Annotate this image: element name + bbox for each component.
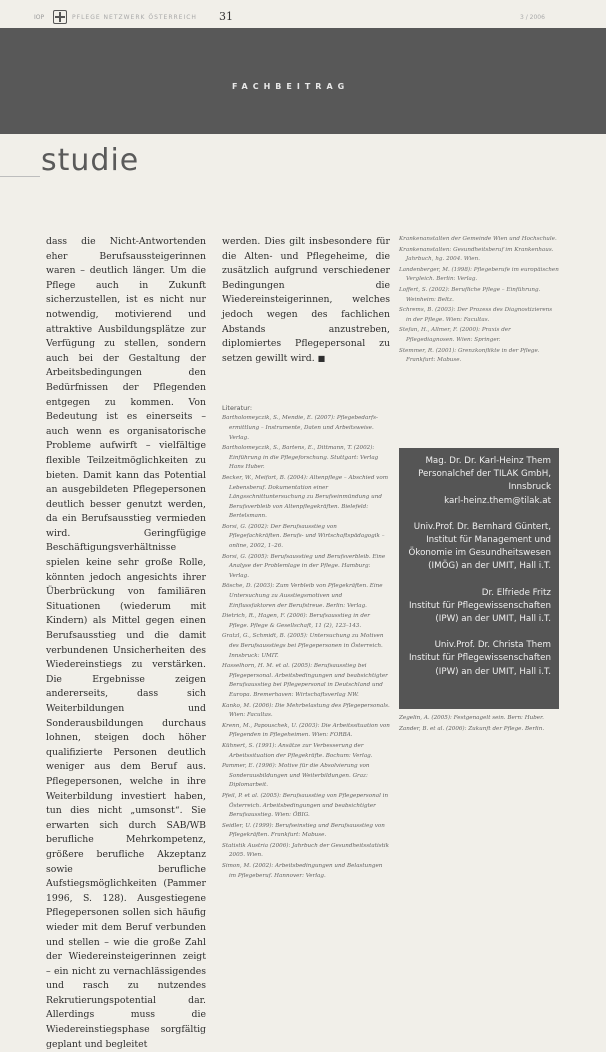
reference-item: Schrems, B. (2003): Der Prozess des Diagnostizierens in der Pflege. Wien: Facultas. [399,307,553,323]
author-block [405,587,551,627]
banner-label: FACHBEITRAG [232,82,350,91]
author-affiliation: (IPW) an der UMIT, Hall i.T. [435,666,551,677]
header-banner [0,28,606,134]
author-block [405,521,551,574]
author-email[interactable]: karl-heinz.them@tilak.at [444,495,551,506]
reference-item: Bartholomeyczik, S., Mendie, E. (2007): Pflegebedarfsermittlung – Instrumente, Daten und Arbeitsweise. Verlag. [222,415,378,441]
author-info-box [399,448,559,709]
author-affiliation: Institut für Pflegewissenschaften [408,600,551,611]
reference-item: Zander, B. et al. (2006): Zukunft der Pflege. Berlin. [399,725,545,732]
reference-list [399,714,559,734]
author-affiliation: Personalchef der TILAK GmbH, [418,469,551,480]
reference-item: Seidler, U. (1999): Berufseinstieg und Berufsausstieg von Pflegekräften. Frankfurt: Mabuse. [222,822,385,839]
reference-item: Pfeil, P. et al. (2005): Berufsausstieg von Pflegepersonal in Österreich. Arbeitsbedingungen und beabsichtigter Berufsausstieg. Wien: ÖBIG. [222,792,389,819]
column-3 [399,235,559,367]
reference-item: Stefan, H., Allmer, F. (2000): Praxis der Pflegediagnosen. Wien: Springer. [399,327,511,343]
reference-item: Krankenanstalten der Gemeinde Wien und Hochschule. [399,236,557,242]
reference-item: Stemmer, R. (2001): Grenzkonflikte in der Pflege. Frankfurt: Mabuse. [399,347,540,364]
issue-info: 3 / 2006 [520,14,545,21]
reference-item: Statistik Austria (2006): Jahrbuch der Gesundheitsstatistik 2005. Wien. [222,842,390,859]
author-affiliation: Ökonomie im Gesundheitswesen [408,548,551,559]
column-1 [46,235,206,1052]
reference-item: Becker, W., Meifort, B. (2004): Altenpflege – Abschied vom Lebensberuf. Dokumentation einer Längsschnittuntersuchung zu Berufseinmündung und Berufsverbleib von Altenpflegekräften. Bielefeld: Bertelsmann. [222,474,389,520]
header-prefix: IOP [34,14,45,21]
author-name: Mag. Dr. Dr. Karl-Heinz Them [425,456,551,466]
reference-item: Dietrich, R., Hagen, F. (2006): Berufsausstieg in der Pflege. Pflege & Gesellschaft, 11 (2), 123–143. [222,613,370,629]
reference-item: Kanko, M. (2006): Die Mehrbelastung des Pflegepersonals. Wien: Facultas. [222,702,390,719]
reference-item: Borsi, G. (2005): Berufsausstieg und Berufsverbleib. Eine Analyse der Problemlage in der Pflege. Hamburg: Verlag. [222,553,386,579]
reference-item: Landenberger, M. (1998): Pflegeberufe im europäischen Vergleich. Berlin: Verlag. [399,266,559,283]
body-paragraph-end [222,235,390,366]
reference-list [222,414,390,881]
body-paragraph: dass die Nicht-Antwortenden eher Berufsaussteigerinnen waren – deutlich länger. Um die Pflege auch in Zukunft sicherzustellen, ist es nicht nur notwendig, motivierend und attraktive Ausbildungsplätze zur Verfügung zu stellen, sondern auch bei der Gestaltung der Arbeitsbedingungen den Bedürfnissen der Pflegenden entgegen zu kommen. Von Bedeutung ist es einerseits – auch wenn es organisatorische Probleme aufwirft – vielfältige flexible Teilzeitmöglichkeiten zu bieten. Damit kann das Potential an ausgebildeten Pflegepersonen deutlich besser genutzt werden, da ein Berufsausstieg vermieden wird. Geringfügige Beschäftigungsverhältnisse spielen keine sehr große Rolle, könnten jedoch angesichts ihrer Überbrückung von familiären Situationen (wiederum mit Kindern) als Mittel gegen einen Berufsausstieg und die damit verbundenen Unsicherheiten des Wiedereinstiegs zu verstärken. Die Ergebnisse zeigen andererseits, dass sich Weiterbildungen und Sonderausbildungen durchaus lohnen, steigen doch höher qualifizierte Personen deutlich weniger aus dem Beruf aus. Pflegepersonen, welche in ihre Weiterbildung investiert haben, tun dies nicht „umsonst“. Sie erwarten sich durch SAB/WB berufliche Mehrkompetenz, größere berufliche Akzeptanz sowie berufliche Aufstiegsmöglichkeiten (Pammer 1996, S. 128). Ausgestiegene Pflegepersonen sollen sich häufig wieder mit dem Beruf verbunden und stellen – wie die große Zahl der Wiedereinsteigerinnen zeigt – ein nicht zu vernachlässigendes und rasch zu nutzendes Rekrutierungspotential dar. Allerdings muss die Wiedereinstiegsphase sorgfältig geplant und begleitet [46,236,206,1050]
journal-logo-icon [53,10,67,24]
literature-heading: Literatur: [222,404,253,413]
reference-item: Gratzl, G., Schmidt, B. (2005): Untersuchung zu Motiven des Berufsausstiegs bei Pflegepersonen in Österreich. Innsbruck: UMIT. [222,633,384,659]
journal-name: PFLEGE NETZWERK ÖSTERREICH [72,14,197,21]
title-rule [0,176,40,177]
author-name: Univ.Prof. Dr. Christa Them [434,640,551,651]
reference-item: Borsi, G. (2002): Der Berufsausstieg von Pflegefachkräften. Berufs- und Wirtschaftspädagogik – online, 2002, 1–26. [222,523,385,550]
reference-item: Bösche, D. (2003): Zum Verbleib von Pflegekräften. Eine Untersuchung zu Ausstiegsmotiven und Einflussfaktoren der Berufstreue. Berlin: Verlag. [222,583,383,609]
reference-item: Bartholomeyczik, S., Bartens, E., Dittmann, T. (2002): Einführung in die Pflegeforschung. Stuttgart: Verlag Hans Huber. [222,445,379,471]
column-2 [222,235,390,882]
author-name: Univ.Prof. Dr. Bernhard Güntert, [413,521,551,532]
running-header [0,6,606,28]
reference-item: Zegelin, A. (2005): Festgenagelt sein. Bern: Huber. [399,715,544,721]
body-text: werden. Dies gilt insbesondere für die Alten- und Pflegeheime, die zusätzlich aufgrund verschiedener Bedingungen die Wiedereinsteigerinnen, welches jedoch wegen des fachlichen Abstands anzustreben, diplomiertes Pflegepersonal zu setzen gewillt wird. [222,236,390,364]
reference-item: Krenn, M., Papouschek, U. (2003): Die Arbeitssituation von Pflegenden in Pflegeheimen. Wien: FORBA. [222,722,390,739]
end-mark-icon: ■ [317,353,326,363]
reference-item: Loffert, S. (2002): Berufliche Pflege – Einführung. Weinheim: Beltz. [399,286,541,303]
author-affiliation: Institut für Management und [426,535,551,546]
author-block [405,455,551,508]
reference-list-bottom [399,714,559,735]
author-affiliation: (IMÖG) an der UMIT, Hall i.T. [428,561,551,572]
reference-item: Simon, M. (2002): Arbeitsbedingungen und Belastungen im Pflegeberuf. Hannover: Verlag. [222,863,383,879]
page-number: 31 [219,10,233,23]
author-affiliation: Innsbruck [508,482,551,493]
reference-item: Hasselhorn, H. M. et al. (2005): Berufsausstieg bei Pflegepersonal. Arbeitsbedingungen und beabsichtigter Berufsausstieg bei Pflegepersonal in Deutschland und Europa. Bremerhaven: Wirtschaftsverlag NW. [222,663,388,698]
author-name: Dr. Elfriede Fritz [481,587,551,598]
reference-item: Pammer, E. (1996): Motive für die Absolvierung von Sonderausbildungen und Weiterbildungen. Graz: Diplomarbeit. [222,763,370,789]
reference-list-continued [399,235,559,366]
author-affiliation: (IPW) an der UMIT, Hall i.T. [435,614,551,625]
section-title: studie [41,143,140,178]
author-affiliation: Institut für Pflegewissenschaften [408,653,551,664]
author-block [405,639,551,679]
reference-item: Kühnert, S. (1991): Ansätze zur Verbesserung der Arbeitssituation der Pflegekräfte. Bochum: Verlag. [222,742,373,759]
reference-item: Krankenanstalten: Gesundheitsberuf im Krankenhaus. Jahrbuch, hg. 2004. Wien. [399,246,554,263]
